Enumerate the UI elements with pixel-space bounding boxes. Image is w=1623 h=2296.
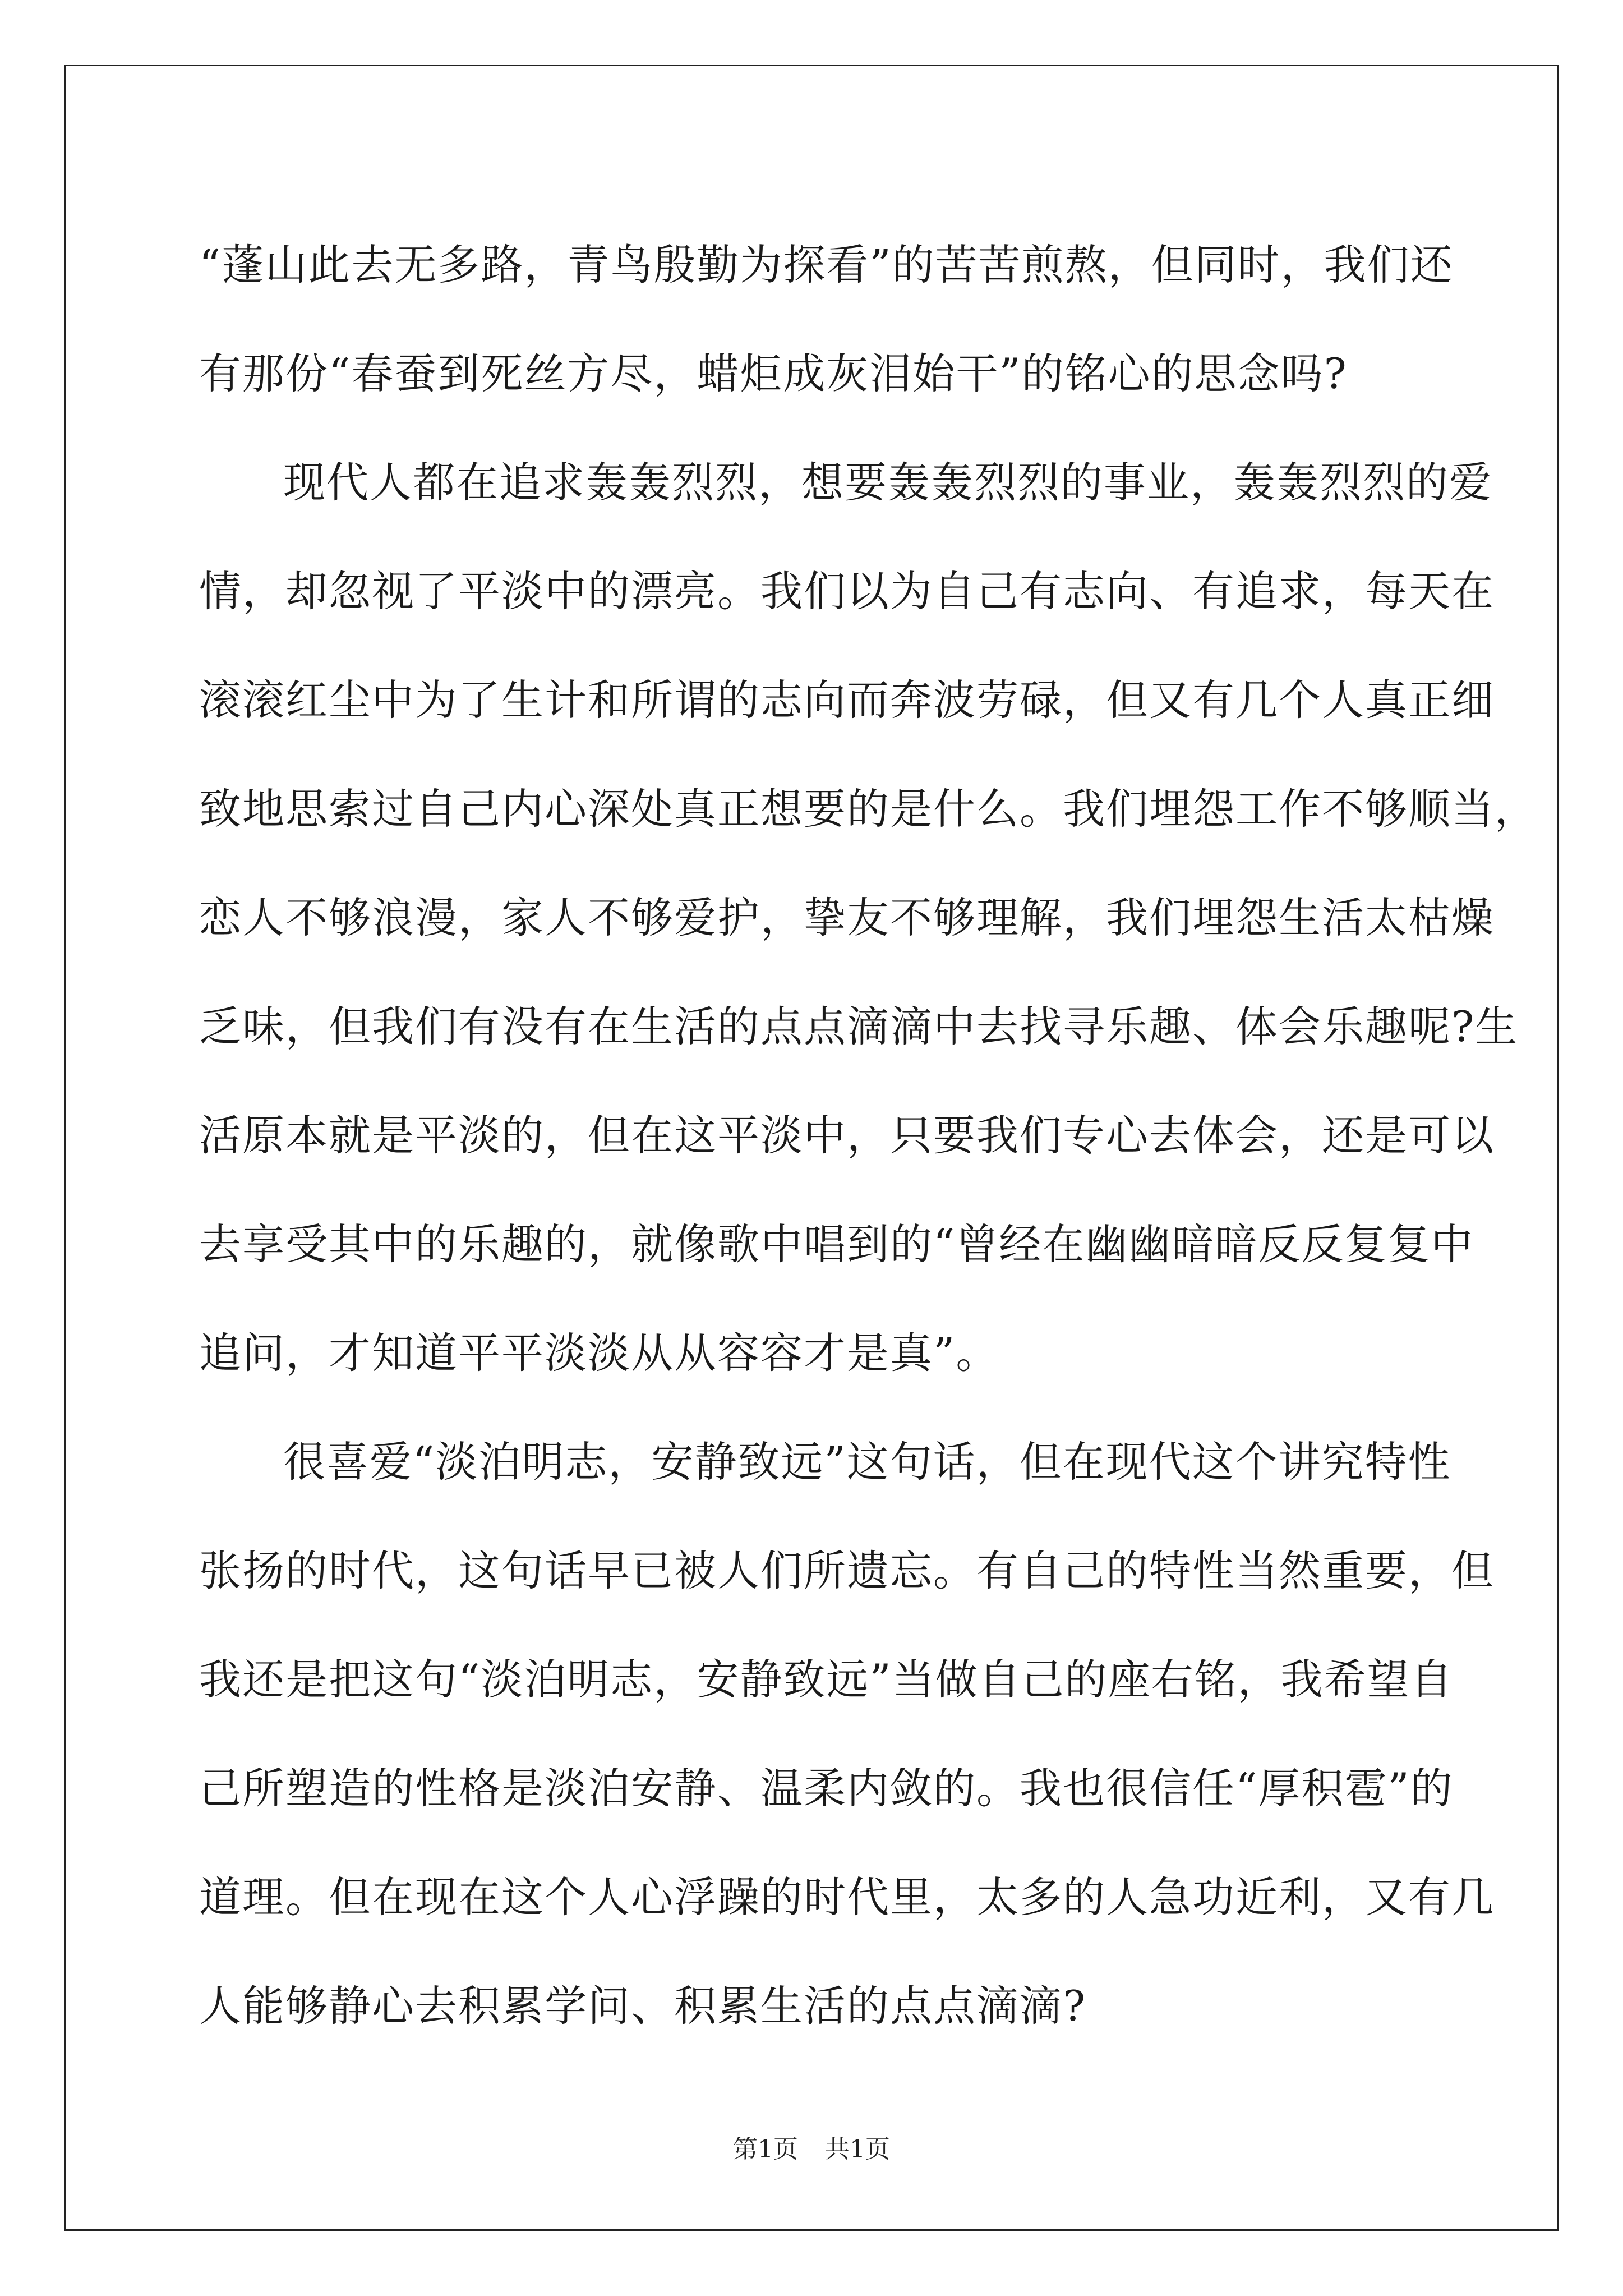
paragraph-line: 致地思索过自己内心深处真正想要的是什么。我们埋怨工作不够顺当， [199,784,1538,834]
page-footer [0,2129,1623,2165]
paragraph-line: 情，却忽视了平淡中的漂亮。我们以为自己有志向、有追求，每天在 [199,567,1495,616]
paragraph-line: 现代人都在追求轰轰烈烈，想要轰轰烈烈的事业，轰轰烈烈的爱 [283,458,1493,507]
paragraph-line: 人能够静心去积累学问、积累生活的点点滴滴? [199,1981,1087,2031]
paragraph-line: “蓬山此去无多路，青鸟殷勤为探看”的苦苦煎熬，但同时，我们还 [199,240,1454,289]
paragraph-line: 道理。但在现在这个人心浮躁的时代里，太多的人急功近利，又有几 [199,1872,1495,1922]
paragraph-line: 我还是把这句“淡泊明志，安静致远”当做自己的座右铭，我希望自 [199,1655,1454,1704]
paragraph-line: 乏味，但我们有没有在生活的点点滴滴中去找寻乐趣、体会乐趣呢?生 [199,1002,1519,1051]
paragraph-line: 很喜爱“淡泊明志，安静致远”这句话，但在现代这个讲究特性 [283,1437,1451,1487]
paragraph-line: 恋人不够浪漫，家人不够爱护，挚友不够理解，我们埋怨生活太枯燥 [199,893,1495,942]
document-body [199,210,1538,2060]
paragraph-line: 滚滚红尘中为了生计和所谓的志向而奔波劳碌，但又有几个人真正细 [199,675,1495,725]
paragraph-line: 去享受其中的乐趣的，就像歌中唱到的“曾经在幽幽暗暗反反复复中 [199,1220,1474,1269]
page-number: 第1页 [733,2135,798,2164]
paragraph-2 [199,428,1538,1407]
paragraph-line: 追问，才知道平平淡淡从从容容才是真”。 [199,1328,999,1378]
page-total: 共1页 [825,2135,890,2164]
paragraph-line: 活原本就是平淡的，但在这平淡中，只要我们专心去体会，还是可以 [199,1111,1495,1160]
paragraph-line: 己所塑造的性格是淡泊安静、温柔内敛的。我也很信任“厚积雹”的 [199,1764,1454,1813]
paragraph-1 [199,210,1454,428]
paragraph-line: 张扬的时代，这句话早已被人们所遗忘。有自己的特性当然重要，但 [199,1546,1495,1595]
paragraph-line: 有那份“春蚕到死丝方尽，蜡炬成灰泪始干”的铭心的思念吗? [199,349,1348,398]
paragraph-3 [199,1407,1495,2060]
